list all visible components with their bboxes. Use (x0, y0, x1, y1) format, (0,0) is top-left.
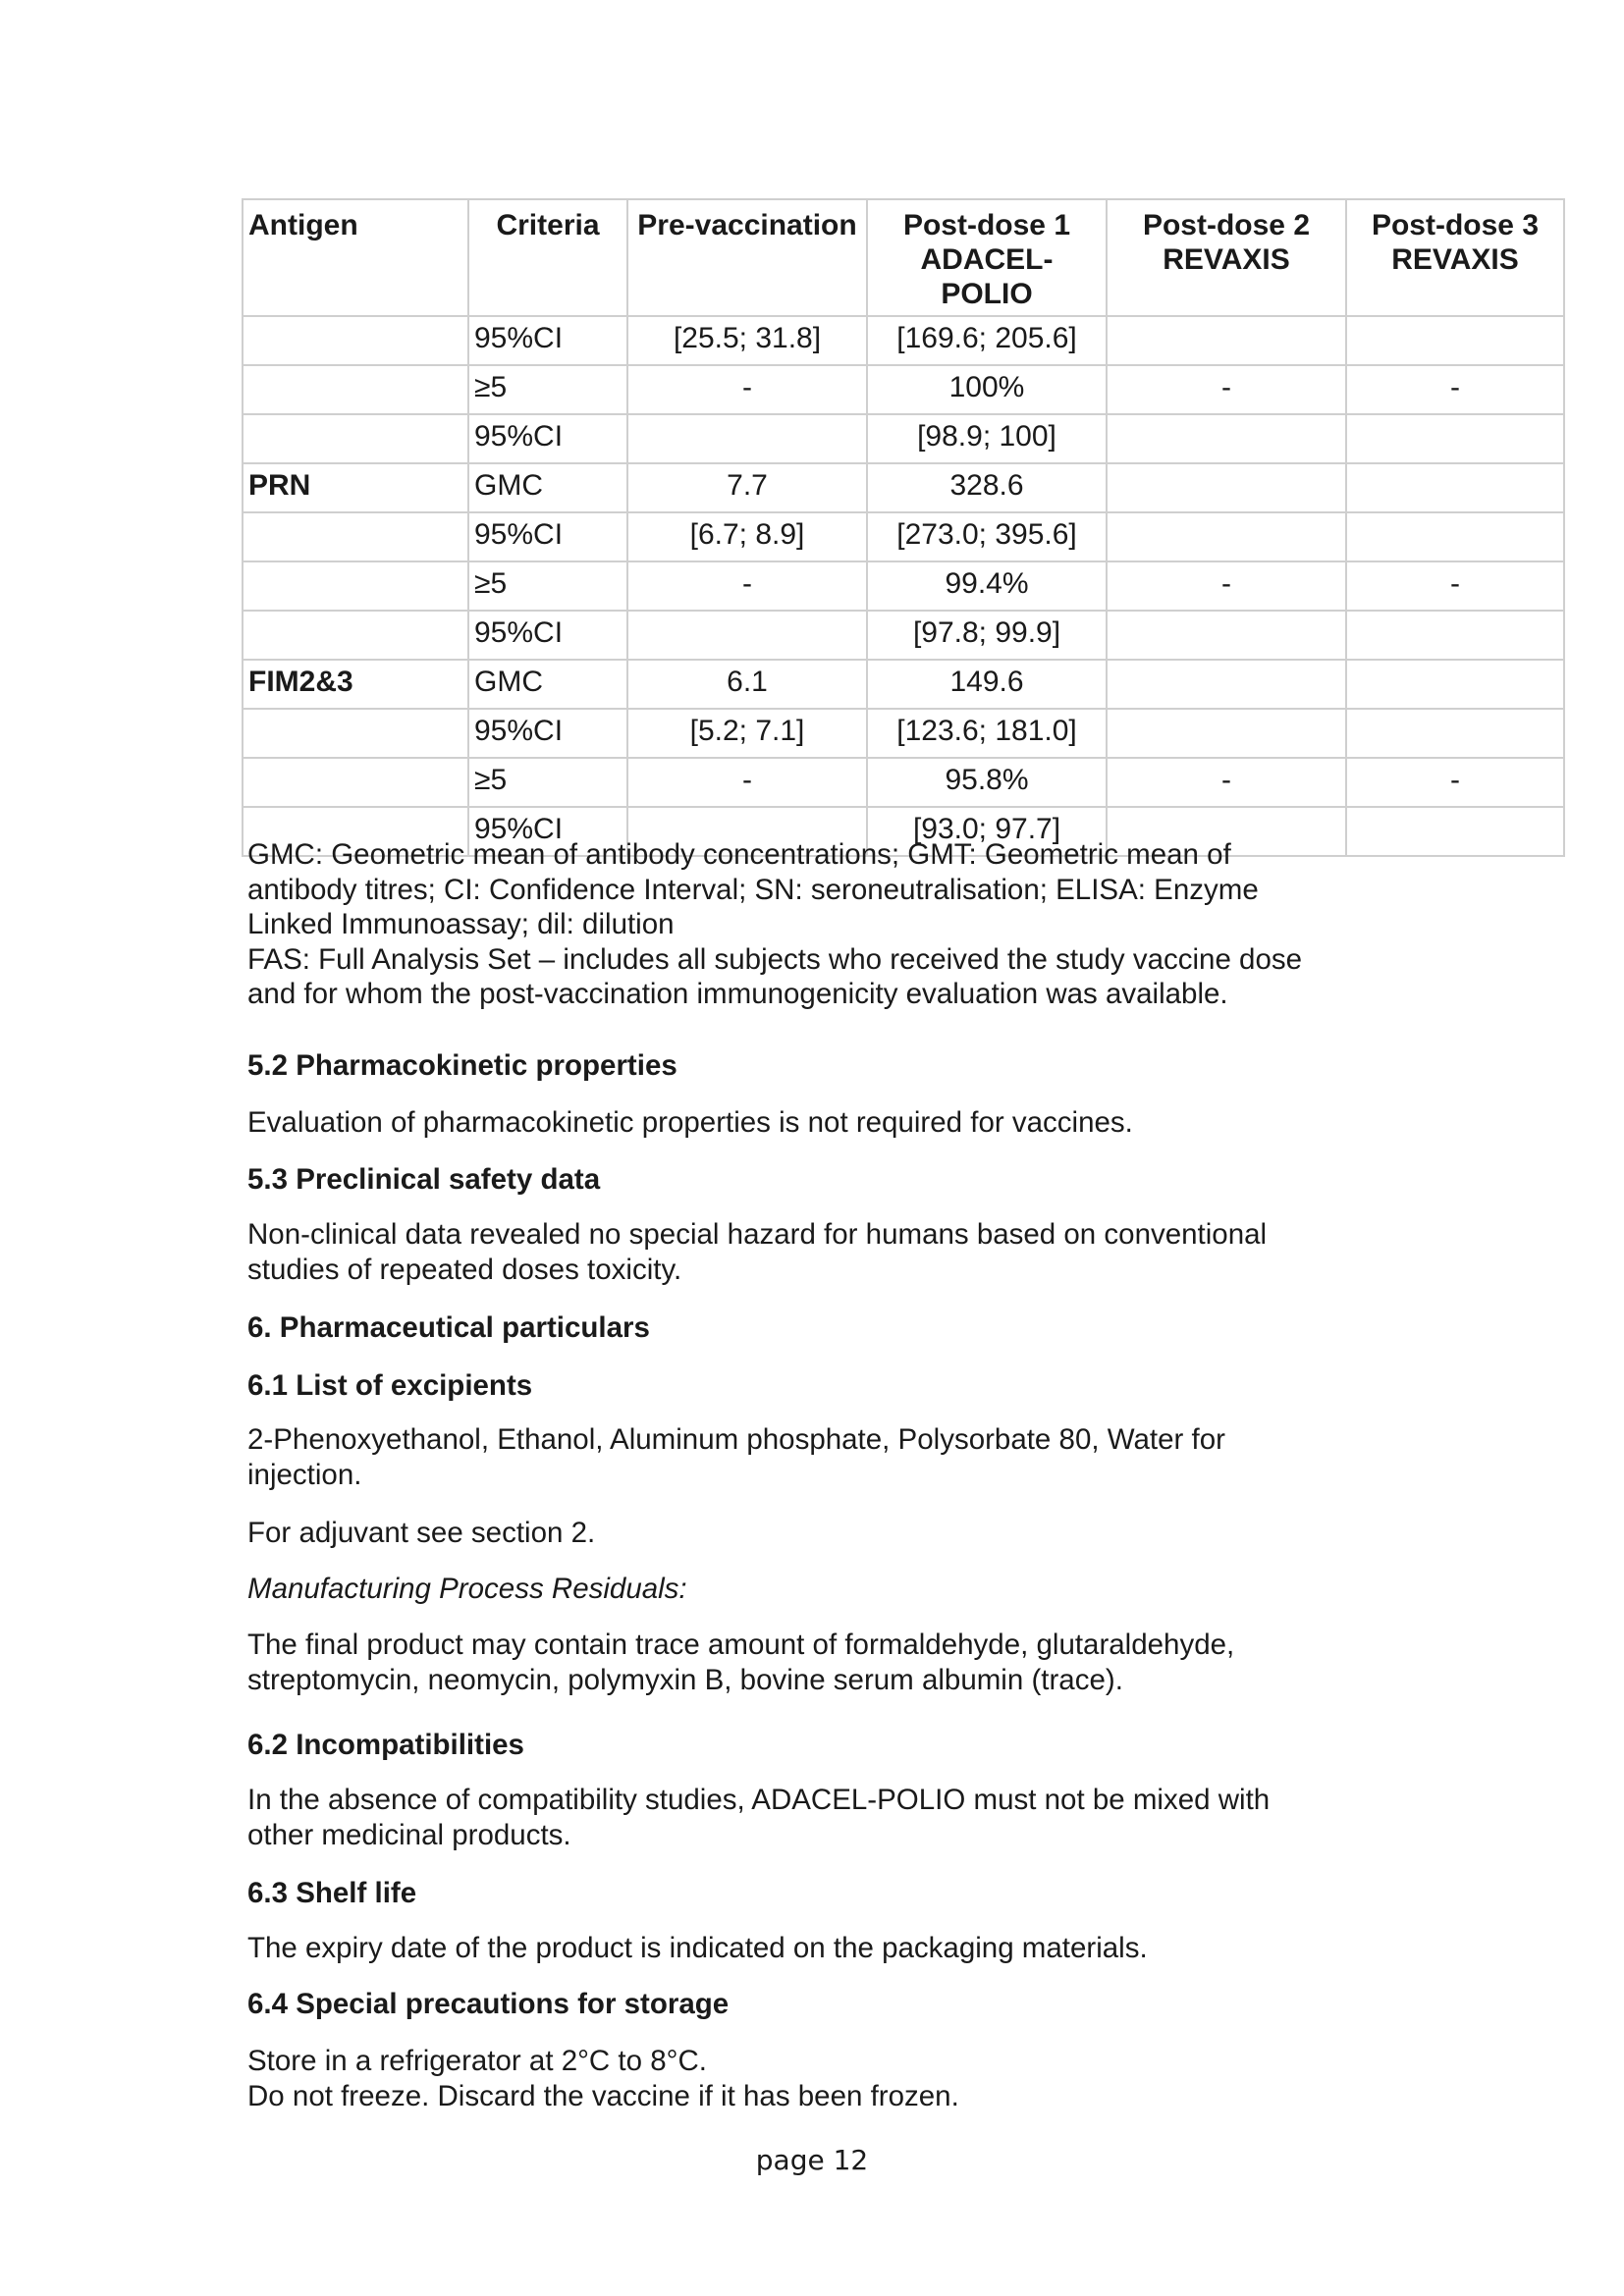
cell-criteria: 95%CI (468, 611, 627, 660)
cell-criteria: ≥5 (468, 365, 627, 414)
cell-post-dose-1: [123.6; 181.0] (867, 709, 1107, 758)
cell-antigen (243, 316, 468, 365)
text-line: streptomycin, neomycin, polymyxin B, bovine serum albumin (trace). (247, 1664, 1123, 1696)
table-footnote-abbreviations (247, 837, 1377, 1012)
footnote-line: FAS: Full Analysis Set – includes all subjects who received the study vaccine dose (247, 942, 1303, 976)
header-post-dose-3: Post-dose 3 REVAXIS (1346, 199, 1564, 316)
cell-post-dose-2: - (1107, 365, 1346, 414)
cell-antigen (243, 365, 468, 414)
page-number: page 12 (755, 2144, 869, 2176)
cell-criteria: 95%CI (468, 414, 627, 463)
header-antigen: Antigen (243, 199, 468, 316)
table-row (243, 463, 1564, 512)
cell-criteria: 95%CI (468, 316, 627, 365)
table-row (243, 365, 1564, 414)
cell-pre-vaccination: - (627, 758, 867, 807)
cell-pre-vaccination: - (627, 365, 867, 414)
section-text-5-3 (247, 1217, 1377, 1288)
cell-pre-vaccination: [5.2; 7.1] (627, 709, 867, 758)
cell-criteria: GMC (468, 463, 627, 512)
text-line: studies of repeated doses toxicity. (247, 1254, 682, 1286)
text-line: other medicinal products. (247, 1819, 571, 1851)
cell-post-dose-1: [273.0; 395.6] (867, 512, 1107, 561)
cell-antigen: FIM2&3 (243, 660, 468, 709)
section-heading-6-1: 6.1 List of excipients (247, 1369, 533, 1402)
cell-post-dose-2 (1107, 316, 1346, 365)
cell-post-dose-2: - (1107, 758, 1346, 807)
cell-post-dose-3 (1346, 414, 1564, 463)
text-line: The final product may contain trace amount of formaldehyde, glutaraldehyde, (247, 1629, 1235, 1661)
cell-post-dose-3 (1346, 512, 1564, 561)
cell-post-dose-2 (1107, 512, 1346, 561)
section-text-6-3: The expiry date of the product is indicated on the packaging materials. (247, 1932, 1148, 1964)
footnote-line: antibody titres; CI: Confidence Interval; SN: seroneutralisation; ELISA: Enzyme (247, 873, 1259, 906)
cell-post-dose-2: - (1107, 561, 1346, 611)
cell-antigen (243, 512, 468, 561)
table-body (243, 316, 1564, 856)
cell-post-dose-1: [93.0; 97.7] (867, 807, 1107, 856)
table-row (243, 561, 1564, 611)
header-criteria: Criteria (468, 199, 627, 316)
footnote-line: Linked Immunoassay; dil: dilution (247, 908, 675, 940)
cell-criteria: ≥5 (468, 561, 627, 611)
cell-post-dose-1: 328.6 (867, 463, 1107, 512)
cell-pre-vaccination (627, 611, 867, 660)
section-text-6-4 (247, 2044, 1377, 2114)
table-row (243, 660, 1564, 709)
cell-pre-vaccination: 6.1 (627, 660, 867, 709)
cell-post-dose-3: - (1346, 365, 1564, 414)
cell-antigen (243, 561, 468, 611)
cell-post-dose-3 (1346, 611, 1564, 660)
cell-post-dose-3 (1346, 463, 1564, 512)
section-heading-6-4: 6.4 Special precautions for storage (247, 1988, 730, 2020)
residuals-label: Manufacturing Process Residuals: (247, 1573, 687, 1605)
cell-criteria: ≥5 (468, 758, 627, 807)
cell-pre-vaccination: - (627, 561, 867, 611)
cell-post-dose-2 (1107, 463, 1346, 512)
section-text-5-2: Evaluation of pharmacokinetic properties is not required for vaccines. (247, 1106, 1133, 1139)
cell-post-dose-2 (1107, 709, 1346, 758)
cell-post-dose-1: [97.8; 99.9] (867, 611, 1107, 660)
cell-post-dose-3 (1346, 807, 1564, 856)
cell-antigen (243, 414, 468, 463)
cell-post-dose-1: 95.8% (867, 758, 1107, 807)
cell-post-dose-1: 99.4% (867, 561, 1107, 611)
table-row (243, 611, 1564, 660)
immunogenicity-table (242, 198, 1565, 857)
text-line: Non-clinical data revealed no special hazard for humans based on conventional (247, 1218, 1268, 1251)
table-row (243, 758, 1564, 807)
cell-post-dose-3 (1346, 316, 1564, 365)
cell-pre-vaccination (627, 414, 867, 463)
text-line: 2-Phenoxyethanol, Ethanol, Aluminum phosphate, Polysorbate 80, Water for (247, 1423, 1225, 1456)
cell-antigen (243, 758, 468, 807)
footnote-line: and for whom the post-vaccination immunogenicity evaluation was available. (247, 978, 1228, 1010)
table-row (243, 316, 1564, 365)
header-pre-vaccination: Pre-vaccination (627, 199, 867, 316)
text-line: injection. (247, 1459, 362, 1491)
residuals-text (247, 1628, 1377, 1698)
cell-post-dose-3: - (1346, 758, 1564, 807)
cell-post-dose-2 (1107, 660, 1346, 709)
table-row (243, 512, 1564, 561)
section-heading-5-3: 5.3 Preclinical safety data (247, 1163, 601, 1196)
cell-criteria: 95%CI (468, 512, 627, 561)
cell-pre-vaccination: 7.7 (627, 463, 867, 512)
cell-post-dose-1: 149.6 (867, 660, 1107, 709)
cell-antigen (243, 709, 468, 758)
section-heading-5-2: 5.2 Pharmacokinetic properties (247, 1049, 677, 1082)
header-post-dose-1: Post-dose 1 ADACEL- POLIO (867, 199, 1107, 316)
cell-antigen (243, 611, 468, 660)
table-row (243, 709, 1564, 758)
cell-post-dose-1: [169.6; 205.6] (867, 316, 1107, 365)
section-heading-6-2: 6.2 Incompatibilities (247, 1729, 524, 1761)
cell-post-dose-3 (1346, 709, 1564, 758)
cell-pre-vaccination: [25.5; 31.8] (627, 316, 867, 365)
text-line: Do not freeze. Discard the vaccine if it has been frozen. (247, 2080, 959, 2112)
cell-post-dose-2 (1107, 611, 1346, 660)
section-text-6-2 (247, 1783, 1377, 1853)
cell-post-dose-3: - (1346, 561, 1564, 611)
cell-post-dose-1: 100% (867, 365, 1107, 414)
cell-pre-vaccination: [6.7; 8.9] (627, 512, 867, 561)
adjuvant-note: For adjuvant see section 2. (247, 1517, 596, 1549)
cell-antigen: PRN (243, 463, 468, 512)
header-post-dose-2: Post-dose 2 REVAXIS (1107, 199, 1346, 316)
text-line: In the absence of compatibility studies, ADACEL-POLIO must not be mixed with (247, 1784, 1271, 1816)
table-header-row (243, 199, 1564, 316)
section-text-6-1 (247, 1422, 1377, 1493)
cell-criteria: 95%CI (468, 807, 627, 856)
cell-criteria: GMC (468, 660, 627, 709)
table-row (243, 414, 1564, 463)
text-line: Store in a refrigerator at 2°C to 8°C. (247, 2045, 707, 2077)
section-heading-6-3: 6.3 Shelf life (247, 1877, 417, 1909)
footnote-line: GMC: Geometric mean of antibody concentrations; GMT: Geometric mean of (247, 838, 1231, 871)
section-heading-6: 6. Pharmaceutical particulars (247, 1311, 650, 1344)
cell-post-dose-2 (1107, 414, 1346, 463)
cell-criteria: 95%CI (468, 709, 627, 758)
cell-post-dose-3 (1346, 660, 1564, 709)
cell-post-dose-1: [98.9; 100] (867, 414, 1107, 463)
